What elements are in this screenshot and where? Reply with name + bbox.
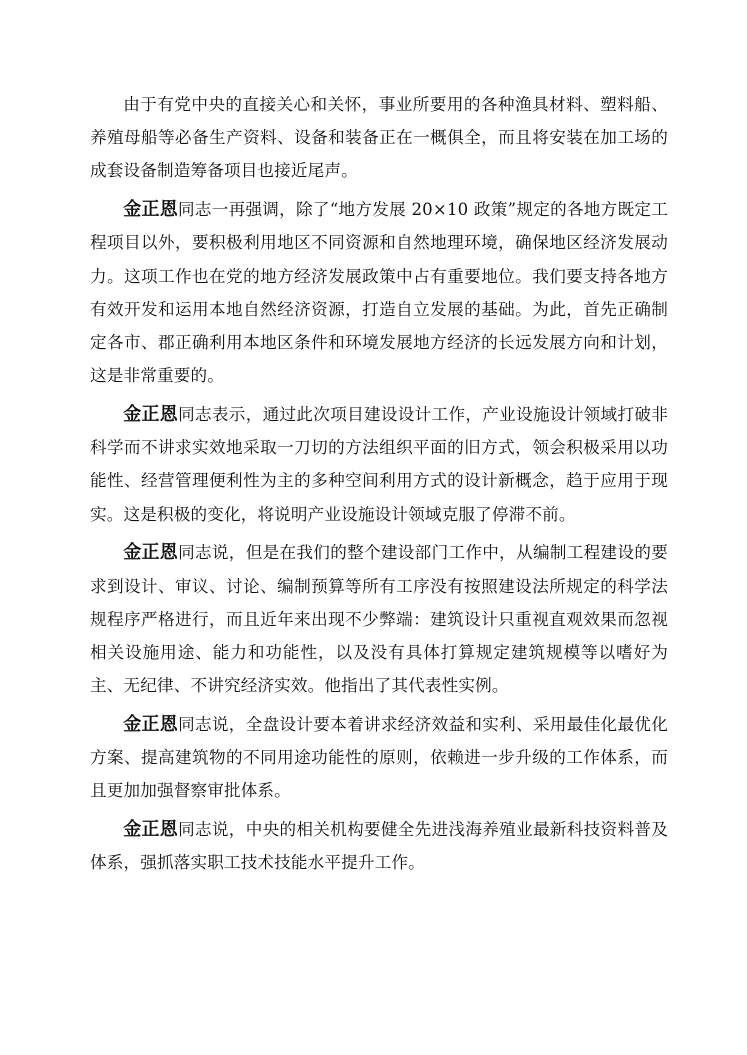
paragraph-text: 同志说，中央的相关机构要健全先进浅海养殖业最新科技资料普及体系，强抓落实职工技术技能水平提升工作。 (90, 820, 668, 873)
paragraph-1 (90, 88, 668, 188)
speaker-name: 金正恩 (123, 714, 179, 736)
document-page (90, 88, 668, 880)
paragraph-text: 由于有党中央的直接关心和关怀，事业所要用的各种渔具材料、塑料船、养殖母船等必备生产资料、设备和装备正在一概俱全，而且将安装在加工场的成套设备制造筹备项目也接近尾声。 (90, 95, 668, 181)
speaker-name: 金正恩 (123, 542, 179, 564)
paragraph-5 (90, 708, 668, 808)
speaker-name: 金正恩 (123, 819, 179, 841)
paragraph-text: 同志表示，通过此次项目建设设计工作，产业设施设计领域打破非科学而不讲求实效地采取一刀切的方法组织平面的旧方式，领会积极采用以功能性、经营管理便利性为主的多种空间利用方式的设计新概念，趋于应用于现实。这是积极的变化，将说明产业设施设计领域克服了停滞不前。 (90, 405, 668, 524)
paragraph-text: 同志说，但是在我们的整个建设部门工作中，从编制工程建设的要求到设计、审议、讨论、编制预算等所有工序没有按照建设法所规定的科学法规程序严格进行，而且近年来出现不少弊端：建筑设计只重视直观效果而忽视相关设施用途、能力和功能性，以及没有具体打算规定建筑规模等以嗜好为主、无纪律、不讲究经济实效。他指出了其代表性实例。 (90, 543, 668, 696)
paragraph-3 (90, 398, 668, 531)
paragraph-4 (90, 536, 668, 702)
paragraph-text: 同志一再强调，除了“地方发展 20×10 政策”规定的各地方既定工程项目以外，要积极利用地区不同资源和自然地理环境，确保地区经济发展动力。这项工作也在党的地方经济发展政策中占有重要地位。我们要支持各地方有效开发和运用本地自然经济资源，打造自立发展的基础。为此，首先正确制定各市、郡正确利用本地区条件和环境发展地方经济的长远发展方向和计划，这是非常重要的。 (90, 200, 668, 386)
paragraph-2 (90, 193, 668, 392)
speaker-name: 金正恩 (123, 199, 178, 221)
paragraph-6 (90, 813, 668, 879)
paragraph-text: 同志说，全盘设计要本着讲求经济效益和实利、采用最佳化最优化方案、提高建筑物的不同用途功能性的原则，依赖进一步升级的工作体系，而且更加加强督察审批体系。 (90, 715, 668, 801)
speaker-name: 金正恩 (123, 404, 179, 426)
